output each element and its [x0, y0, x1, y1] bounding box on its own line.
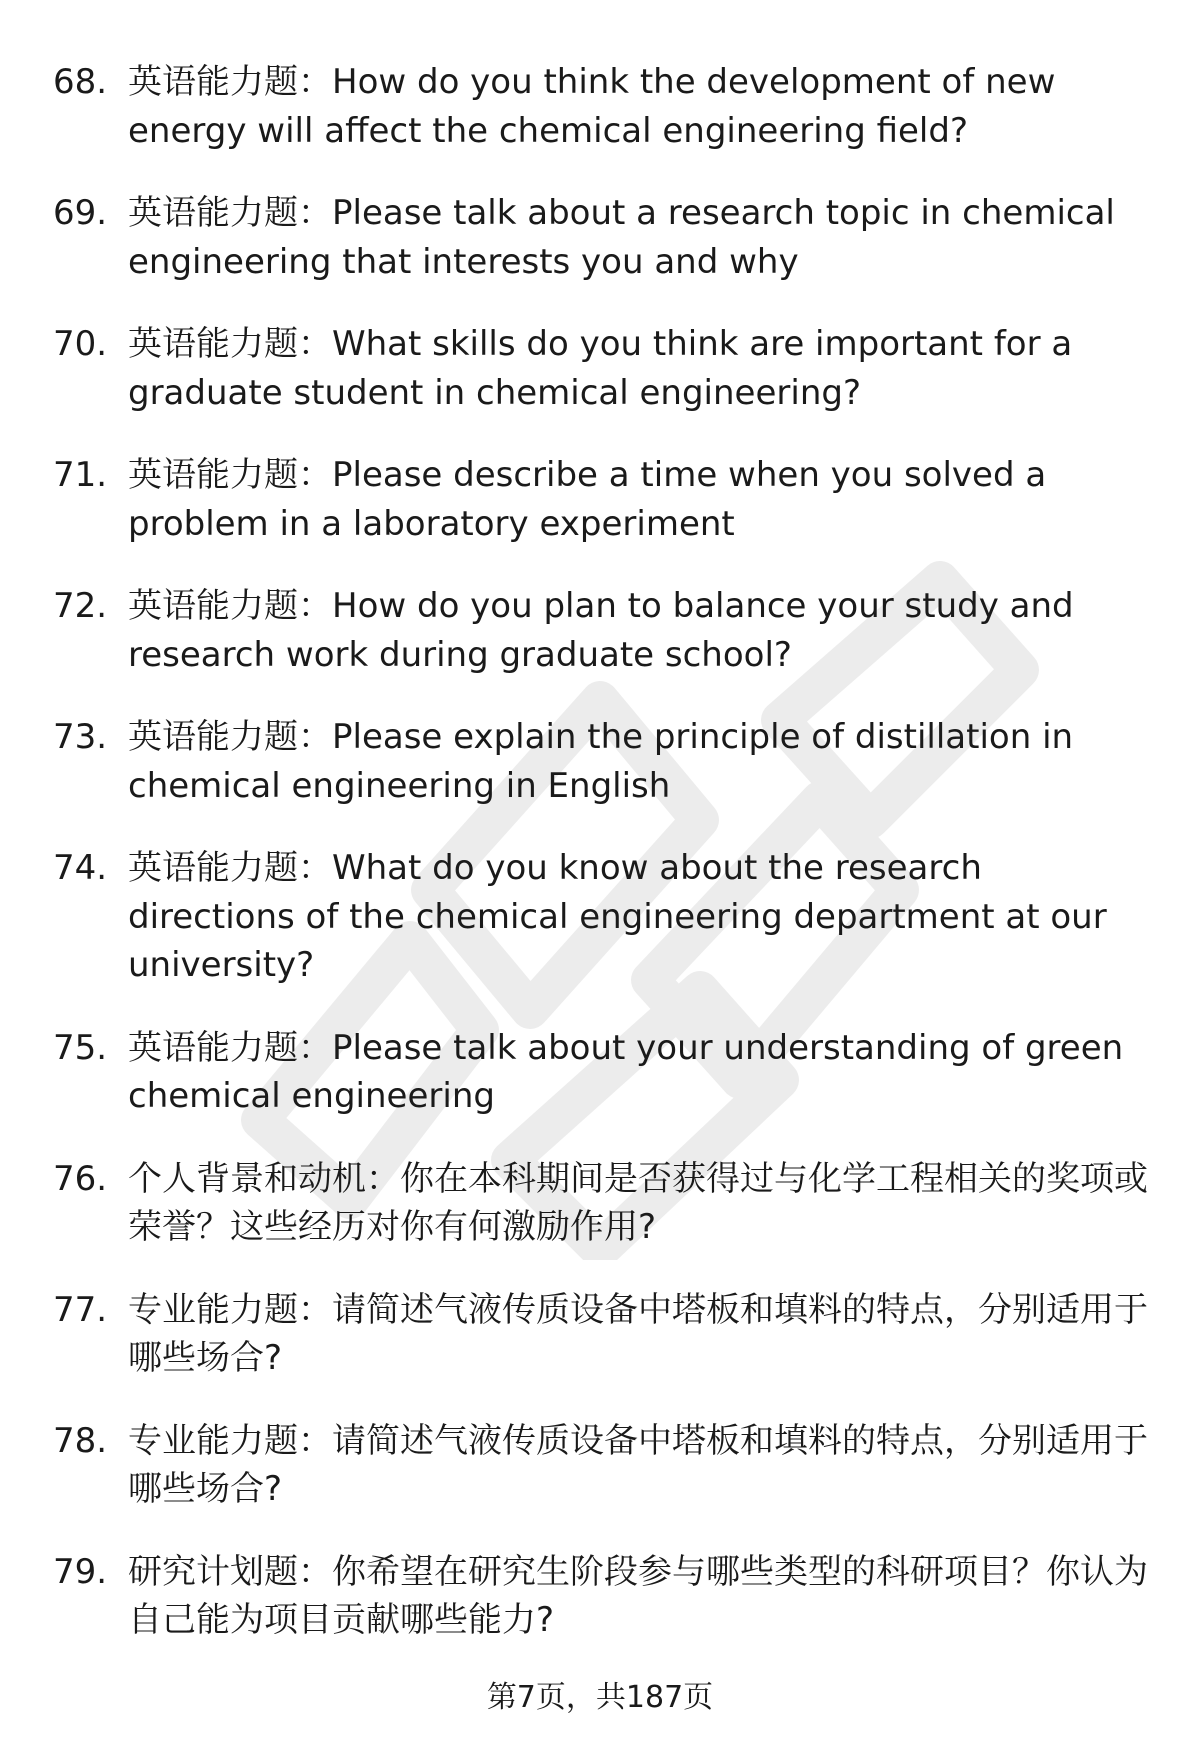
question-body — [128, 1024, 1153, 1121]
question-text: Please talk about your understanding of green chemical engineering — [128, 1027, 1124, 1116]
question-number: 69. — [53, 193, 108, 233]
question-category: 英语能力题： — [128, 1027, 332, 1068]
page-number-label: 第7页，共187页 — [486, 1680, 714, 1715]
question-body — [128, 189, 1153, 286]
question-item — [53, 1024, 1153, 1121]
question-item — [53, 189, 1153, 286]
question-category: 研究计划题： — [128, 1551, 332, 1592]
question-number: 76. — [53, 1158, 108, 1199]
question-text: What do you know about the research directions of the chemical engineering department at our university? — [128, 848, 1107, 985]
question-body — [128, 1286, 1153, 1383]
question-text: 请简述气液传质设备中塔板和填料的特点，分别适用于哪些场合? — [128, 1420, 1148, 1509]
question-item — [53, 1286, 1153, 1383]
question-list — [53, 58, 1153, 1679]
question-item — [53, 451, 1153, 548]
question-number: 72. — [53, 586, 108, 626]
question-number: 71. — [53, 455, 108, 495]
question-text: 请简述气液传质设备中塔板和填料的特点，分别适用于哪些场合? — [128, 1289, 1148, 1378]
question-item — [53, 582, 1153, 679]
question-text: 你在本科期间是否获得过与化学工程相关的奖项或荣誉？这些经历对你有何激励作用? — [128, 1158, 1148, 1247]
question-body — [128, 1155, 1153, 1252]
question-text: How do you plan to balance your study and research work during graduate school? — [128, 586, 1074, 675]
question-item — [53, 1155, 1153, 1252]
question-item — [53, 1548, 1153, 1645]
question-number: 79. — [53, 1551, 108, 1592]
question-category: 英语能力题： — [128, 193, 332, 233]
question-item — [53, 1417, 1153, 1514]
question-number: 77. — [53, 1289, 108, 1330]
question-number: 73. — [53, 717, 108, 757]
question-category: 英语能力题： — [128, 62, 332, 102]
question-category: 英语能力题： — [128, 848, 332, 888]
question-item — [53, 58, 1153, 155]
question-number: 75. — [53, 1027, 108, 1068]
question-body — [128, 844, 1153, 990]
question-body — [128, 713, 1153, 810]
question-category: 英语能力题： — [128, 324, 332, 364]
question-text: Please explain the principle of distillation in chemical engineering in English — [128, 717, 1074, 806]
question-category: 英语能力题： — [128, 717, 332, 757]
question-body — [128, 1548, 1153, 1645]
question-category: 个人背景和动机： — [128, 1158, 400, 1199]
question-number: 68. — [53, 62, 108, 102]
question-text: How do you think the development of new energy will affect the chemical engineering field? — [128, 62, 1056, 151]
question-number: 74. — [53, 848, 108, 888]
question-category: 英语能力题： — [128, 586, 332, 626]
question-item — [53, 320, 1153, 417]
question-body — [128, 582, 1153, 679]
question-body — [128, 451, 1153, 548]
question-item — [53, 713, 1153, 810]
question-text: Please describe a time when you solved a problem in a laboratory experiment — [128, 455, 1047, 544]
page-footer — [0, 1678, 1200, 1718]
question-number: 78. — [53, 1420, 108, 1461]
question-body — [128, 320, 1153, 417]
question-category: 英语能力题： — [128, 455, 332, 495]
question-text: What skills do you think are important for a graduate student in chemical engineering? — [128, 324, 1073, 413]
question-body — [128, 1417, 1153, 1514]
question-category: 专业能力题： — [128, 1289, 332, 1330]
question-category: 专业能力题： — [128, 1420, 332, 1461]
question-text: Please talk about a research topic in chemical engineering that interests you and why — [128, 193, 1115, 282]
question-body — [128, 58, 1153, 155]
question-text: 你希望在研究生阶段参与哪些类型的科研项目？你认为自己能为项目贡献哪些能力? — [128, 1551, 1148, 1640]
question-item — [53, 844, 1153, 990]
question-number: 70. — [53, 324, 108, 364]
